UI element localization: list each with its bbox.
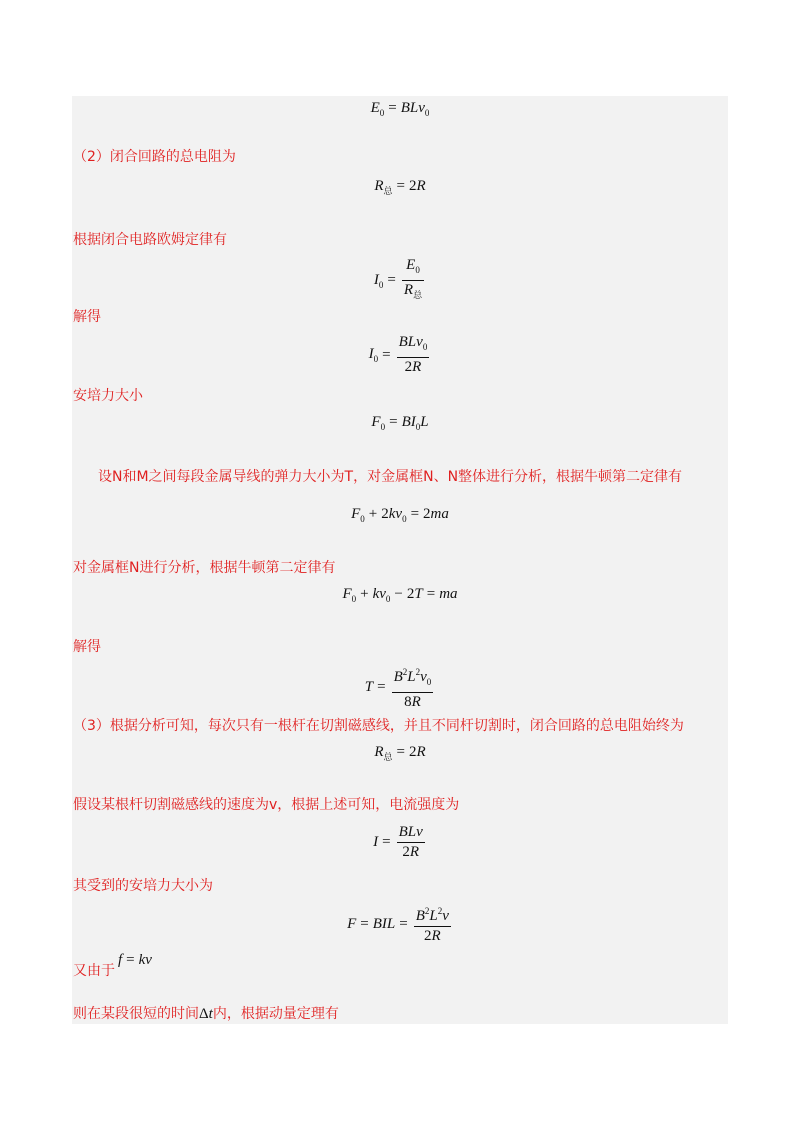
equation-friction: f = kv: [118, 952, 152, 968]
text-ohm-law: 根据闭合电路欧姆定律有: [73, 232, 227, 248]
text-velocity-assumption: 假设某根杆切割磁感线的速度为v，根据上述可知，电流强度为: [73, 797, 460, 813]
equation-f0: $F_0 = BI_0L$: [371, 414, 429, 432]
equation-i0-result: $I_0$ = $\frac{BLv_0}{2R}$: [368, 334, 428, 375]
text-tension-analysis: 设N和M之间每段金属导线的弹力大小为T，对金属框N、N整体进行分析，根据牛顿第二定律有: [98, 469, 683, 485]
equation-newton-n: $F_0 + kv_0 - 2T$ = ma: [342, 586, 458, 604]
text-also: 又由于: [73, 963, 115, 979]
equation-current: I = $\frac{\text{BLv}}{2R}$: [373, 824, 423, 860]
equation-tension-result: T = $\frac{B^2L^2v_0}{8R}$: [72, 663, 728, 712]
equation-r-total-2: $R_总 = 2R$: [374, 744, 426, 762]
equation-i0-ratio: $I_0$ = $\frac{E_0}{R_总}$: [373, 257, 423, 300]
text-force-magnitude: 其受到的安培力大小为: [73, 878, 213, 894]
text-solve-1: 解得: [73, 309, 101, 325]
text-ampere-force: 安培力大小: [73, 388, 143, 404]
text-frame-n-analysis: 对金属框N进行分析，根据牛顿第二定律有: [73, 560, 336, 576]
text-momentum-part1: 则在某段很短的时间: [73, 1006, 199, 1022]
text-momentum-part2: 内，根据动量定理有: [212, 1006, 339, 1022]
equation-force: F = BIL = $\frac{B^2L^2v}{2R}$: [72, 902, 728, 946]
equation-r-total: $R_总 = 2R$: [374, 178, 426, 196]
delta-t-symbol: Δt: [199, 1006, 213, 1022]
text-part3-analysis: （3）根据分析可知，每次只有一根杆在切割磁感线，并且不同杆切割时，闭合回路的总电阻始终为: [73, 718, 684, 734]
document-body: [72, 96, 728, 1024]
equation-e0: $E_0 = BLv_0$: [370, 100, 430, 118]
text-momentum-theorem: [73, 1005, 339, 1023]
equation-newton-whole: $F_0 + 2kv_0 = 2ma$: [351, 506, 449, 524]
text-solve-2: 解得: [73, 639, 101, 655]
text-total-resistance: （2）闭合回路的总电阻为: [73, 149, 236, 165]
